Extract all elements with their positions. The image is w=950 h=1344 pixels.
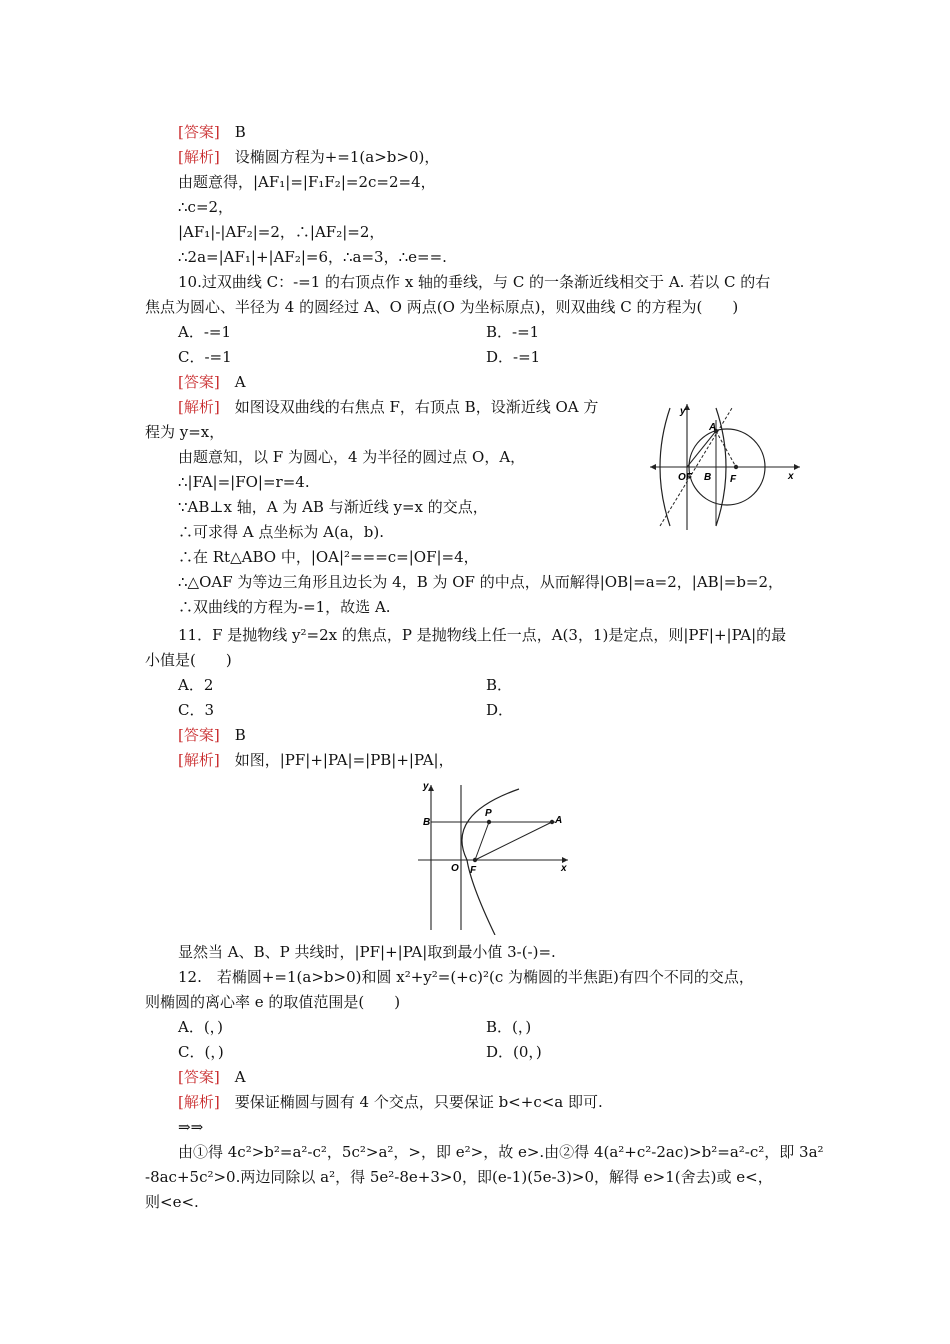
q11-answer-row: [178, 725, 246, 745]
q10-line-2: ∴|FA|=|FO|=r=4.: [178, 473, 310, 491]
q11-analysis-row: [178, 750, 454, 770]
q10-stem-1: 10.过双曲线 C：-=1 的右顶点作 x 轴的垂线，与 C 的一条渐近线相交于 A. 若以 C 的右: [178, 273, 771, 291]
fig2-label-y: y: [423, 781, 429, 792]
q10-option-b: B．-=1: [486, 323, 540, 341]
answer-tag: [答案]: [178, 373, 220, 391]
answer-value: A: [234, 1068, 246, 1086]
q12-option-a: A．(，): [178, 1018, 224, 1036]
q9-line-4: ∴2a=|AF₁|+|AF₂|=6，∴a=3，∴e==.: [178, 248, 447, 266]
q12-option-b: B．(，): [486, 1018, 532, 1036]
answer-tag: [答案]: [178, 123, 220, 141]
analysis-text: 如图，|PF|+|PA|=|PB|+|PA|，: [234, 751, 454, 769]
hyperbola-figure: [640, 398, 805, 533]
analysis-text: 设椭圆方程为+=1(a>b>0)，: [234, 148, 440, 166]
parabola-figure: [415, 775, 580, 935]
analysis-tag: [解析]: [178, 1093, 220, 1111]
fig1-label-o: O: [678, 472, 686, 483]
q12-line-3: 则<e<.: [145, 1193, 199, 1211]
analysis-tag: [解析]: [178, 751, 220, 769]
analysis-tag: [解析]: [178, 398, 220, 416]
answer-value: B: [234, 726, 246, 744]
q10-line-3: ∵AB⊥x 轴，A 为 AB 与渐近线 y=x 的交点，: [178, 498, 488, 516]
q9-answer-row: [178, 122, 246, 142]
q10-option-c: C．-=1: [178, 348, 232, 366]
fig1-label-f: F: [730, 474, 737, 485]
fig1-label-a: A: [709, 422, 717, 433]
fig1-label-f2: F: [686, 472, 693, 483]
q10-answer-row: [178, 372, 246, 392]
fig2-label-f: F: [470, 865, 477, 876]
q10-line-6: ∴△OAF 为等边三角形且边长为 4，B 为 OF 的中点，从而解得|OB|=a=2，|AB|=b=2，: [178, 573, 784, 591]
q12-option-c: C．(，): [178, 1043, 224, 1061]
fig2-label-p: P: [485, 808, 492, 819]
answer-value: A: [234, 373, 246, 391]
q12-answer-row: [178, 1067, 246, 1087]
q9-line-3: |AF₁|-|AF₂|=2，∴|AF₂|=2，: [178, 223, 385, 241]
q12-option-d: D．(0，): [486, 1043, 542, 1061]
q12-line-2: -8ac+5c²>0.两边同除以 a²，得 5e²-8e+3>0，即(e-1)(5e-3)>0，解得 e>1(舍去)或 e<，: [145, 1168, 773, 1186]
q10-line-1: 由题意知，以 F 为圆心，4 为半径的圆过点 O，A，: [178, 448, 526, 466]
answer-tag: [答案]: [178, 1068, 220, 1086]
q9-line-1: 由题意得，|AF₁|=|F₁F₂|=2c=2=4，: [178, 173, 436, 191]
q10-line-5: ∴在 Rt△ABO 中，|OA|²===c=|OF|=4，: [178, 548, 479, 566]
q10-stem-2: 焦点为圆心、半径为 4 的圆经过 A、O 两点(O 为坐标原点)，则双曲线 C 的方程为( ): [145, 298, 739, 316]
q11-option-b: B．: [486, 676, 513, 694]
q11-conclusion: 显然当 A、B、P 共线时，|PF|+|PA|取到最小值 3-(-)=.: [178, 943, 556, 961]
q11-option-d: D．: [486, 701, 514, 719]
fig1-label-x: x: [788, 471, 794, 482]
fig1-label-y: y: [680, 406, 686, 417]
fig2-label-x: x: [561, 863, 567, 874]
fig2-label-b: B: [423, 817, 431, 828]
q11-option-a: A．2: [178, 676, 214, 694]
q11-stem-2: 小值是( ): [145, 651, 232, 669]
q10-analysis-row: [178, 397, 598, 417]
q10-line-4: ∴可求得 A 点坐标为 A(a，b).: [178, 523, 384, 541]
fig2-label-o: O: [451, 863, 459, 874]
q10-option-d: D．-=1: [486, 348, 541, 366]
analysis-text: 要保证椭圆与圆有 4 个交点，只要保证 b<+c<a 即可.: [234, 1093, 603, 1111]
q12-stem-1: 12. 若椭圆+=1(a>b>0)和圆 x²+y²=(+c)²(c 为椭圆的半焦距)有四个不同的交点，: [178, 968, 754, 986]
q11-stem-1: 11．F 是抛物线 y²=2x 的焦点，P 是抛物线上任一点，A(3，1)是定点，则|PF|+|PA|的最: [178, 626, 787, 644]
q12-arrows: ⇒⇒: [178, 1118, 204, 1136]
q9-line-2: ∴c=2，: [178, 198, 234, 216]
analysis-text: 如图设双曲线的右焦点 F，右顶点 B，设渐近线 OA 方: [234, 398, 599, 416]
q10-analysis-2: 程为 y=x，: [145, 423, 225, 441]
fig1-label-b: B: [704, 472, 712, 483]
answer-tag: [答案]: [178, 726, 220, 744]
q9-analysis-row: [178, 147, 439, 167]
q11-option-c: C．3: [178, 701, 215, 719]
q12-analysis-row: [178, 1092, 603, 1112]
q10-line-7: ∴双曲线的方程为-=1，故选 A.: [178, 598, 391, 616]
q12-line-1: 由①得 4c²>b²=a²-c²，5c²>a²，>，即 e²>，故 e>.由②得 4(a²+c²-2ac)>b²=a²-c²，即 3a²: [178, 1143, 824, 1161]
fig2-label-a: A: [555, 815, 563, 826]
answer-value: B: [234, 123, 246, 141]
analysis-tag: [解析]: [178, 148, 220, 166]
q10-option-a: A．-=1: [178, 323, 232, 341]
q12-stem-2: 则椭圆的离心率 e 的取值范围是( ): [145, 993, 401, 1011]
